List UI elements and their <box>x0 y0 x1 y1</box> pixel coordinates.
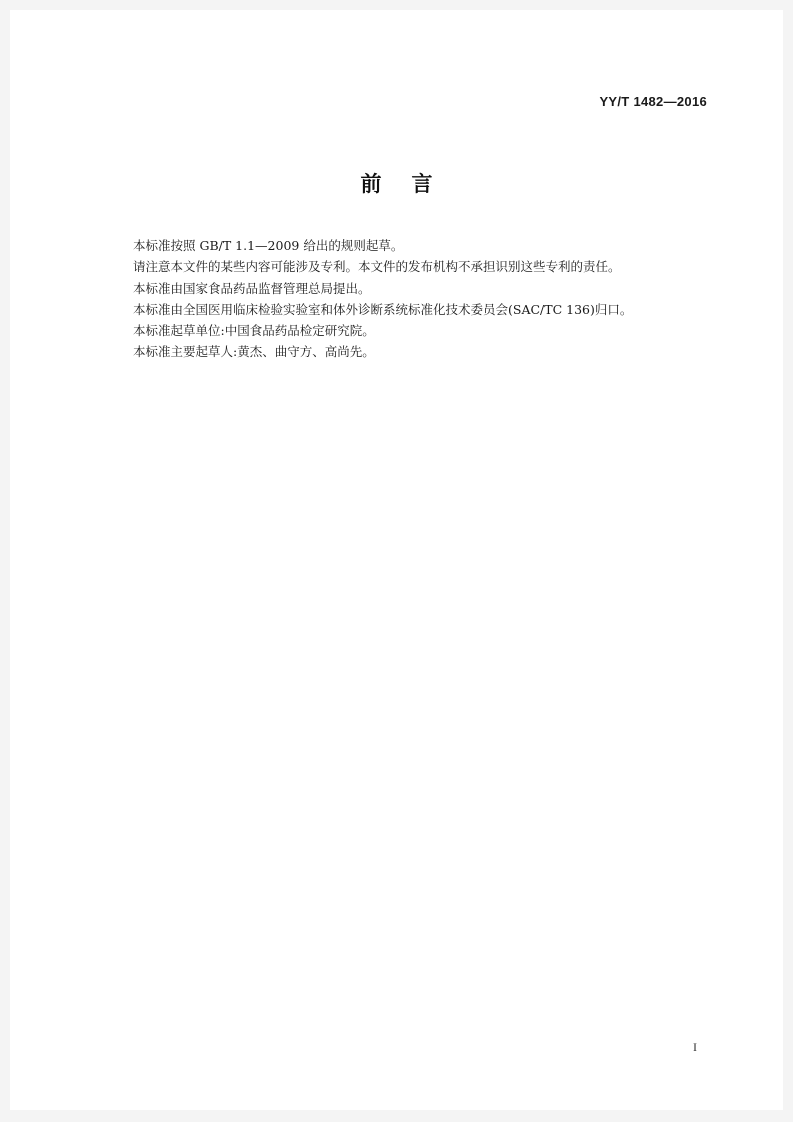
page-title: 前言 <box>360 172 463 196</box>
page-number: I <box>693 1040 697 1054</box>
standard-code: YY/T 1482—2016 <box>599 94 707 109</box>
paragraph-drafting-unit: 本标准起草单位:中国食品药品检定研究院。 <box>133 323 375 339</box>
paragraph-drafting-rules: 本标准按照 GB/T 1.1—2009 给出的规则起草。 <box>133 238 404 253</box>
document-page <box>10 10 783 1110</box>
paragraph-patent-notice: 请注意本文件的某些内容可能涉及专利。本文件的发布机构不承担识别这些专利的责任。 <box>133 259 621 275</box>
paragraph-drafters: 本标准主要起草人:黄杰、曲守方、高尚先。 <box>133 344 375 360</box>
paragraph-proposed-by: 本标准由国家食品药品监督管理总局提出。 <box>133 280 371 296</box>
foreword-body <box>133 235 713 363</box>
paragraph-under-jurisdiction: 本标准由全国医用临床检验实验室和体外诊断系统标准化技术委员会(SAC/TC 136)归口。 <box>133 301 633 317</box>
